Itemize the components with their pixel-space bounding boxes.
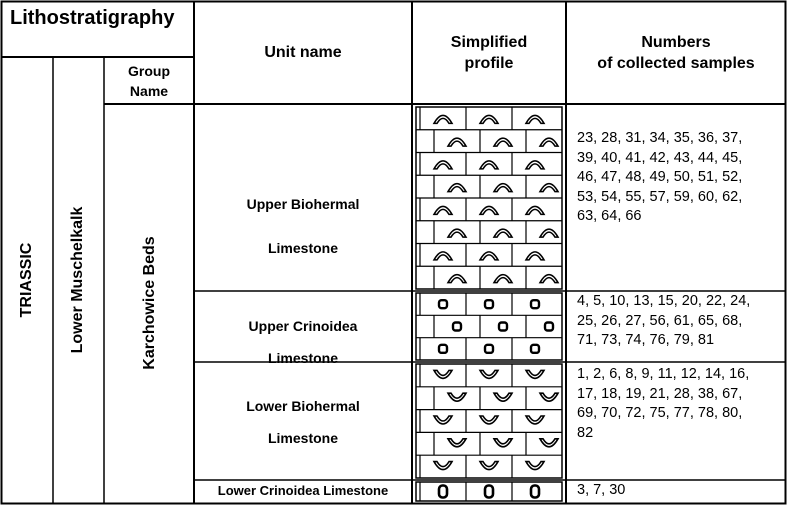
bioherm-symbol	[540, 275, 558, 283]
samples-upper-biohermal	[577, 129, 742, 227]
bioherm-symbol	[494, 275, 512, 283]
bioherm-symbol	[434, 115, 452, 123]
samples-lower-biohermal	[577, 365, 749, 443]
crinoid-symbol	[545, 323, 553, 331]
samples-line: 53, 54, 55, 57, 59, 60, 62,	[577, 188, 743, 205]
bioherm-symbol	[480, 416, 498, 424]
bioherm-symbol	[540, 439, 558, 447]
samples-line: 46, 47, 48, 49, 50, 51, 52,	[577, 169, 743, 185]
samples-header	[566, 32, 786, 74]
bioherm-symbol	[494, 393, 512, 401]
samples-line: 3, 7, 30	[577, 482, 626, 498]
bioherm-symbol	[526, 462, 544, 470]
bioherm-symbol	[526, 370, 544, 378]
samples-line: 69, 70, 72, 75, 77, 78, 80,	[577, 405, 743, 421]
unit-name-header: Unit name	[264, 44, 342, 61]
samples-header-line1: Numbers	[641, 34, 711, 51]
bioherm-symbol	[480, 115, 498, 123]
unit-name-line2: Limestone	[267, 350, 338, 366]
samples-lower-crinoidea	[577, 481, 625, 501]
unit-name-upper-crinoidea	[194, 310, 412, 374]
bioherm-symbol	[480, 161, 498, 169]
crinoid-symbol	[531, 300, 539, 308]
lithostratigraphy-header: Lithostratigraphy	[10, 7, 175, 29]
samples-line: 17, 18, 19, 21, 28, 38, 67,	[577, 385, 743, 402]
group-name-header-line1: Group	[128, 63, 170, 79]
bioherm-symbol	[448, 229, 466, 237]
unit-name-lower-crinoidea: Lower Crinoidea Limestone	[217, 483, 389, 498]
bioherm-symbol	[448, 275, 466, 283]
samples-line: 1, 2, 6, 8, 9, 11, 12, 14, 16,	[577, 366, 750, 382]
system-label: TRIASSIC	[18, 242, 35, 318]
bioherm-symbol	[448, 138, 466, 146]
bioherm-symbol	[480, 206, 498, 214]
bioherm-symbol	[448, 184, 466, 192]
unit-name-line1: Upper Crinoidea	[248, 318, 358, 334]
series-label: Lower Muschelkalk	[69, 206, 86, 354]
samples-line: 23, 28, 31, 34, 35, 36, 37,	[577, 130, 743, 146]
crinoid-symbol	[439, 300, 447, 308]
bioherm-symbol	[526, 252, 544, 260]
samples-header-line2: of collected samples	[597, 55, 755, 72]
bioherm-symbol	[494, 184, 512, 192]
unit-name-line2: Limestone	[267, 430, 338, 446]
samples-line: 25, 26, 27, 56, 61, 65, 68,	[577, 312, 743, 329]
group-name-header	[104, 61, 194, 101]
unit-name-line2: Limestone	[267, 240, 338, 256]
samples-line: 4, 5, 10, 13, 15, 20, 22, 24,	[577, 293, 751, 309]
unit-name-line1: Lower Biohermal	[246, 398, 360, 414]
crinoid-symbol	[485, 300, 493, 308]
bioherm-symbol	[434, 206, 452, 214]
bioherm-symbol	[494, 138, 512, 146]
bioherm-symbol	[526, 206, 544, 214]
bioherm-symbol	[434, 161, 452, 169]
bioherm-symbol	[434, 416, 452, 424]
simplified-profile-column	[416, 107, 562, 501]
samples-upper-crinoidea	[577, 292, 750, 351]
unit-name-lower-biohermal	[194, 390, 412, 454]
crinoid-symbol	[531, 345, 539, 353]
simplified-profile-header-line1: Simplified	[450, 34, 528, 51]
group-label: Karchowice Beds	[141, 236, 158, 370]
samples-line: 82	[577, 424, 594, 441]
bioherm-symbol	[480, 462, 498, 470]
samples-line: 71, 73, 74, 76, 79, 81	[577, 332, 715, 348]
crinoid-symbol	[531, 486, 539, 498]
bioherm-symbol	[494, 439, 512, 447]
samples-line: 63, 64, 66	[577, 208, 642, 224]
crinoid-symbol	[453, 323, 461, 331]
bioherm-symbol	[448, 393, 466, 401]
crinoid-symbol	[485, 486, 493, 498]
bioherm-symbol	[480, 252, 498, 260]
group-name-header-line2: Name	[129, 83, 169, 99]
crinoid-symbol	[439, 345, 447, 353]
unit-name-upper-biohermal	[194, 182, 412, 270]
bioherm-symbol	[526, 416, 544, 424]
bioherm-symbol	[540, 393, 558, 401]
bioherm-symbol	[526, 161, 544, 169]
bioherm-symbol	[494, 229, 512, 237]
simplified-profile-header	[412, 32, 566, 74]
unit-name-line1: Upper Biohermal	[246, 196, 360, 212]
simplified-profile-header-line2: profile	[464, 55, 514, 72]
samples-line: 39, 40, 41, 42, 43, 44, 45,	[577, 149, 743, 166]
crinoid-symbol	[499, 323, 507, 331]
bioherm-symbol	[540, 184, 558, 192]
bioherm-symbol	[434, 252, 452, 260]
bioherm-symbol	[540, 138, 558, 146]
crinoid-symbol	[485, 345, 493, 353]
crinoid-symbol	[439, 486, 447, 498]
bioherm-symbol	[448, 439, 466, 447]
bioherm-symbol	[540, 229, 558, 237]
bioherm-symbol	[434, 462, 452, 470]
bioherm-symbol	[480, 370, 498, 378]
bioherm-symbol	[434, 370, 452, 378]
bioherm-symbol	[526, 115, 544, 123]
